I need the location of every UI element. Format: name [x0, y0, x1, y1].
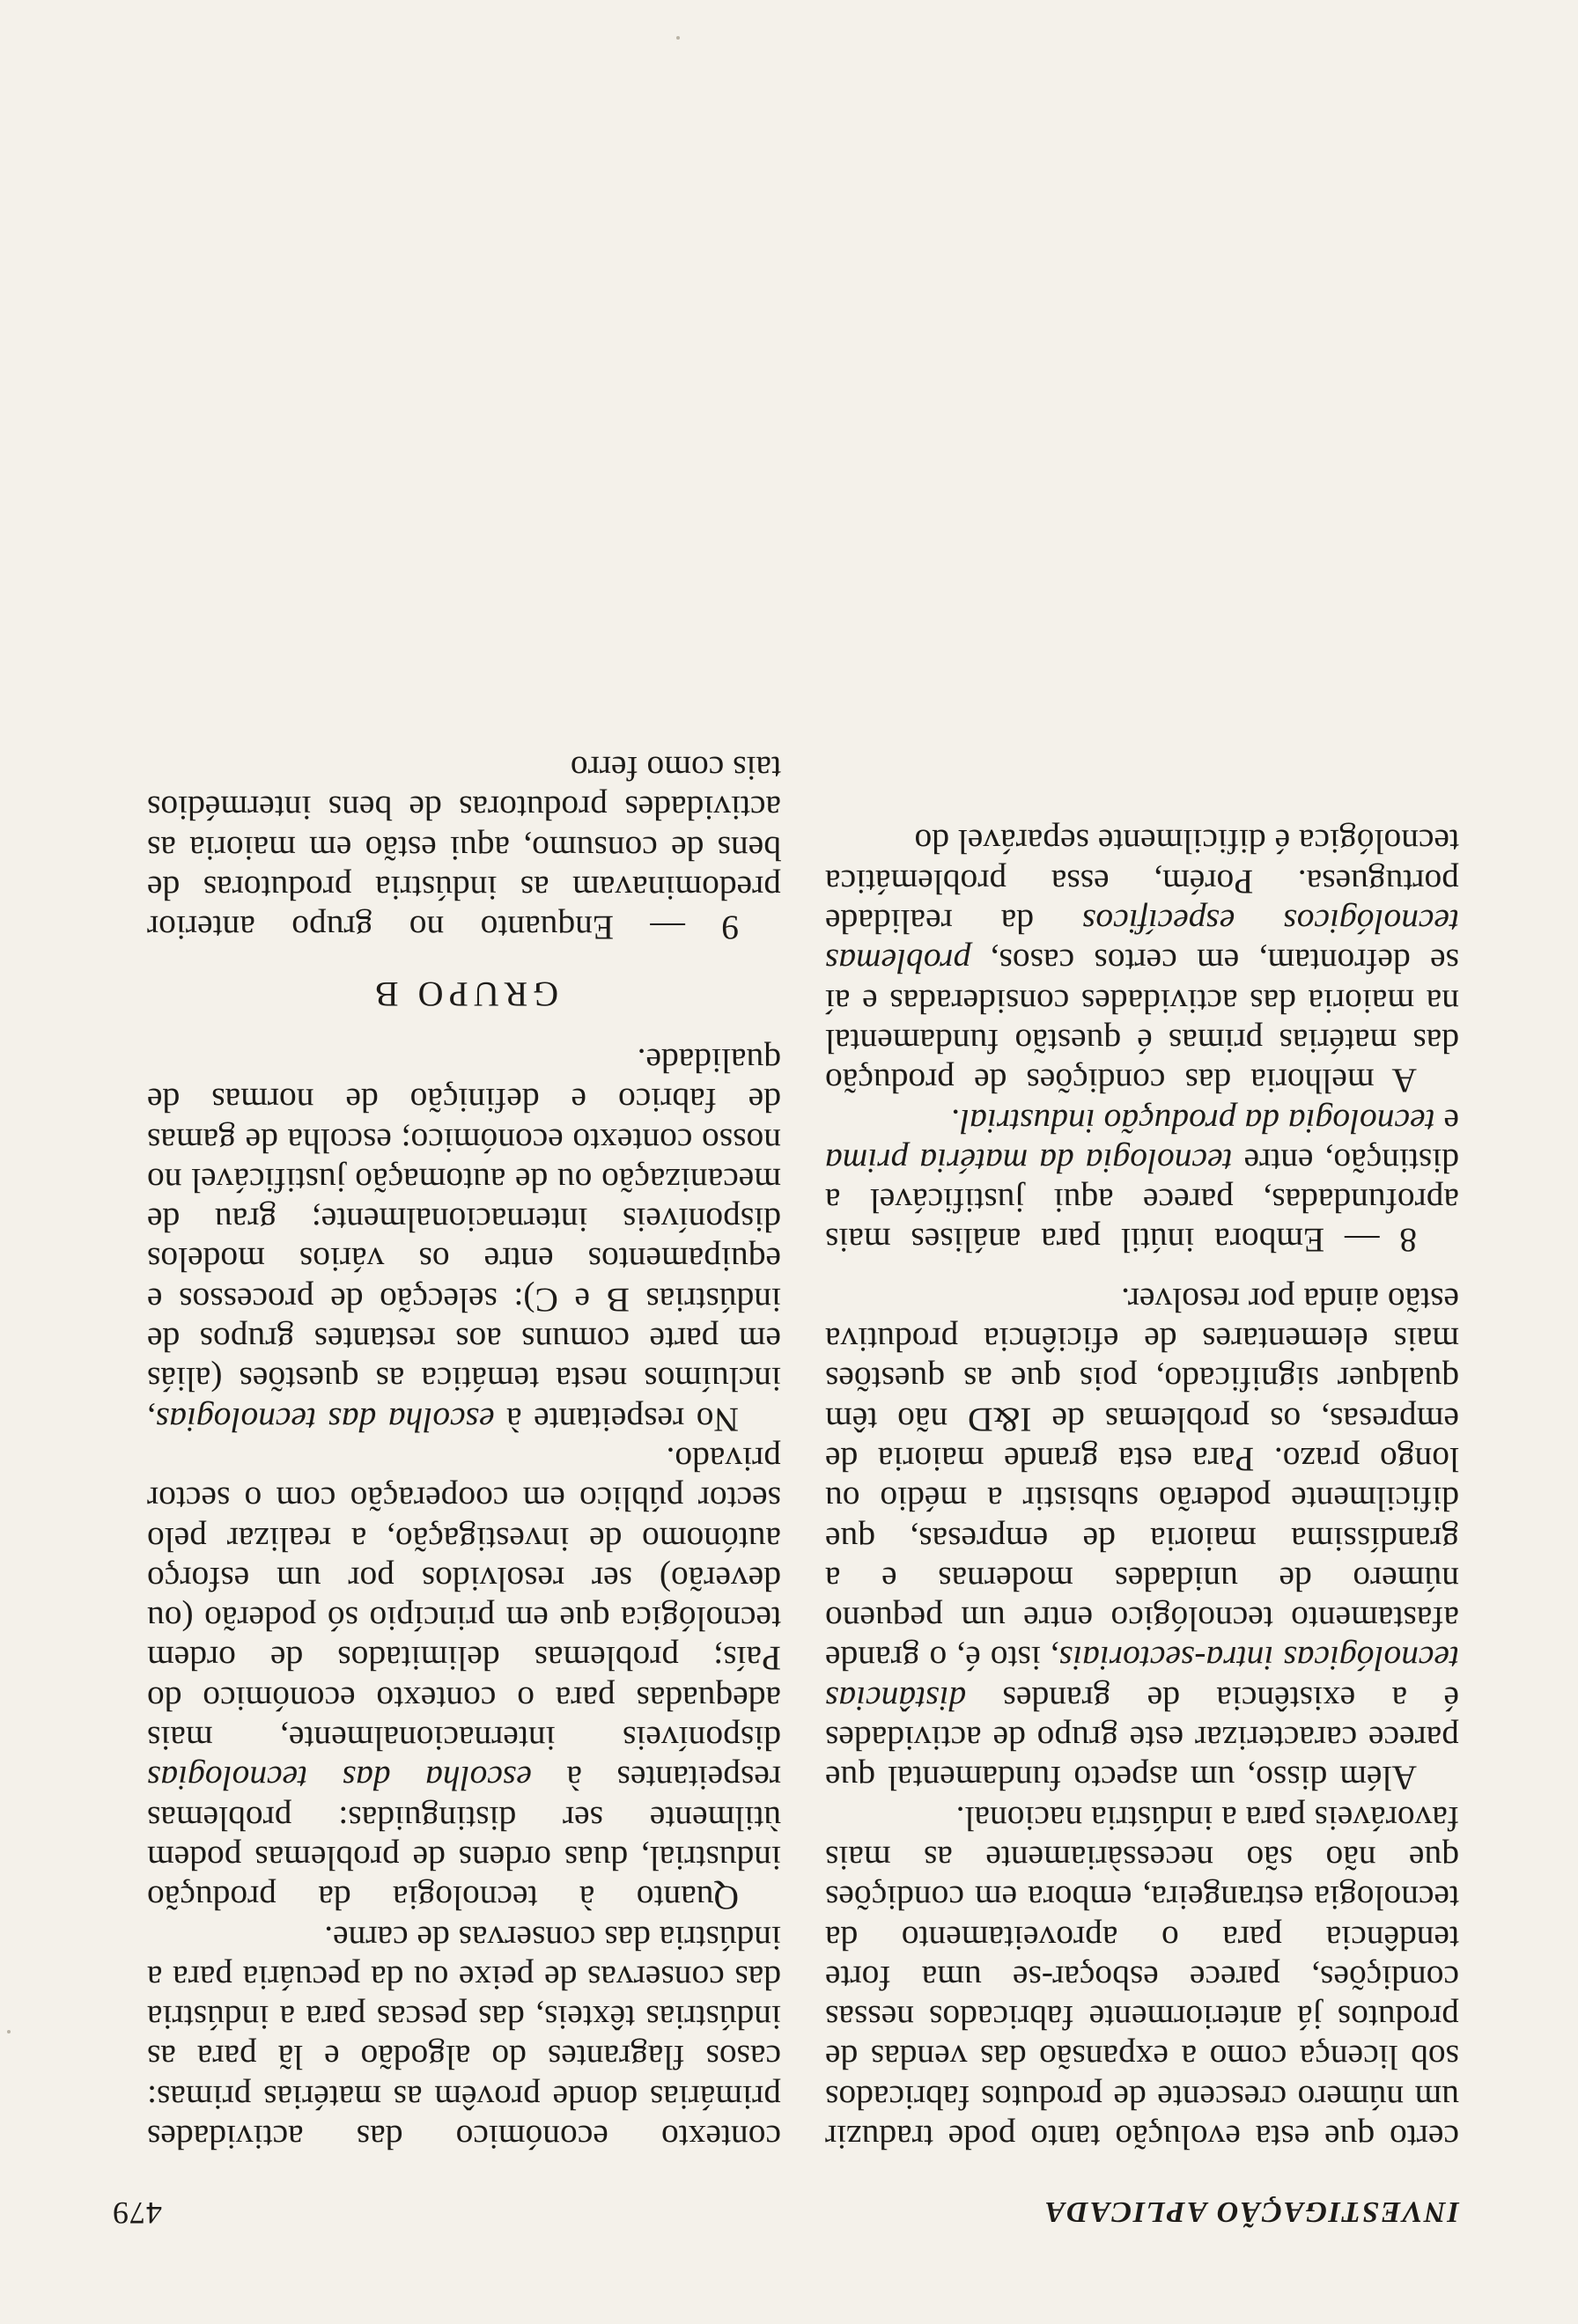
paragraph	[825, 1279, 1459, 1798]
text-run: A melhoria das condições de produção das matérias primas é questão fundamental na maioria das actividades consideradas e aí se defrontam, em certos casos,	[825, 942, 1459, 1101]
scan-speck	[7, 2030, 11, 2034]
emphasis: tecnologia da matéria prima	[825, 1141, 1233, 1180]
paragraph	[825, 821, 1459, 1100]
text-run: No respeitante à	[494, 1400, 739, 1439]
paragraph	[825, 1100, 1459, 1260]
text-run: da realidade portuguesa. Porém, essa problemática tecnológica é dificilmente separável do	[825, 822, 1459, 942]
running-head: INVESTIGAÇÃO APLICADA	[1043, 2195, 1459, 2228]
section-heading: GRUPO B	[369, 974, 559, 1014]
left-column	[825, 821, 1459, 2157]
right-column	[147, 748, 781, 2157]
emphasis: problemas tecnológicos específicos	[825, 902, 1459, 982]
paragraph: 9 — Enquanto no grupo anterior predominavam as indústria produtoras de bens de consumo, aqui estão em maioria as actividades produtoras de bens intermédios tais como ferro	[147, 749, 781, 948]
page-number: 479	[112, 2195, 162, 2231]
text-run: disponíveis internacionalmente, mais adequadas para o contexto económico do País; problemas delimitados de ordem tecnológica que em princípio só poderão (ou deverão) ser resolvidos por um esforço autónomo de investigação, a realizar pelo sector público em cooperação com o sector privado.	[147, 1439, 781, 1759]
paragraph: contexto económico das actividades primárias donde provêm as matérias primas: casos flagrantes do algodão e lã para as indústrias têxteis, das pescas para a indústria das conservas de peixe ou da pecuária para a indústria das conservas de carne.	[147, 1918, 781, 2157]
page-header	[112, 2179, 1459, 2232]
text-run: , incluímos nesta temática as questões (aliás em parte comuns aos restantes grupos de indústrias B e C): selecção de processos e equipamentos entre os vários modelos disponíveis internacionalmente; grau de mecanização ou de automação justificável no nosso contexto económico; escolha de gamas de fabrico e definição de normas de qualidade.	[147, 1041, 781, 1439]
text-run: , isto é, o grande afastamento tecnológico entre um pequeno número de unidades modernas e a grandíssima maioria de empresas, que dificilmente poderão subsistir a médio ou longo prazo. Para esta grande maioria de empresas, os problemas de I&D não têm qualquer significado, pois que as questões mais elementares de eficiência produtiva estão ainda por resolver.	[825, 1280, 1459, 1679]
paragraph: certo que esta evolução tanto pode traduzir um número crescente de produtos fabricados sob licença como a expansão das vendas de produtos já anteriormente fabricados nessas condições, parece esboçar-se uma forte tendência para o aproveitamento da tecnologia estrangeira, embora em condições que não são necessàriamente as mais favoráveis para a indústria nacional.	[825, 1798, 1459, 2157]
emphasis: escolha das tecnologias	[155, 1400, 495, 1439]
emphasis: escolha das tecnologias	[147, 1759, 532, 1798]
text-run: e	[1434, 1101, 1459, 1141]
text-run: Além disso, um aspecto fundamental que parece caracterizar este grupo de actividades é a existência de grandes	[825, 1679, 1459, 1798]
scan-speck	[676, 36, 680, 40]
emphasis: distâncias tecnológicas intra-sectoriais	[825, 1639, 1459, 1718]
text-run: .	[951, 1101, 961, 1141]
text-run: Quanto à tecnologia da produção industrial, duas ordens de problemas podem ùtilmente ser distinguidas: problemas respeitantes à	[147, 1759, 781, 1918]
emphasis: tecnologia da produção industrial	[960, 1101, 1435, 1141]
text-run: 8 — Embora inútil para análises mais aprofundadas, parece aqui justificável a distinção, entre	[825, 1141, 1459, 1261]
paragraph	[147, 1041, 781, 1439]
paragraph	[147, 1439, 781, 1918]
